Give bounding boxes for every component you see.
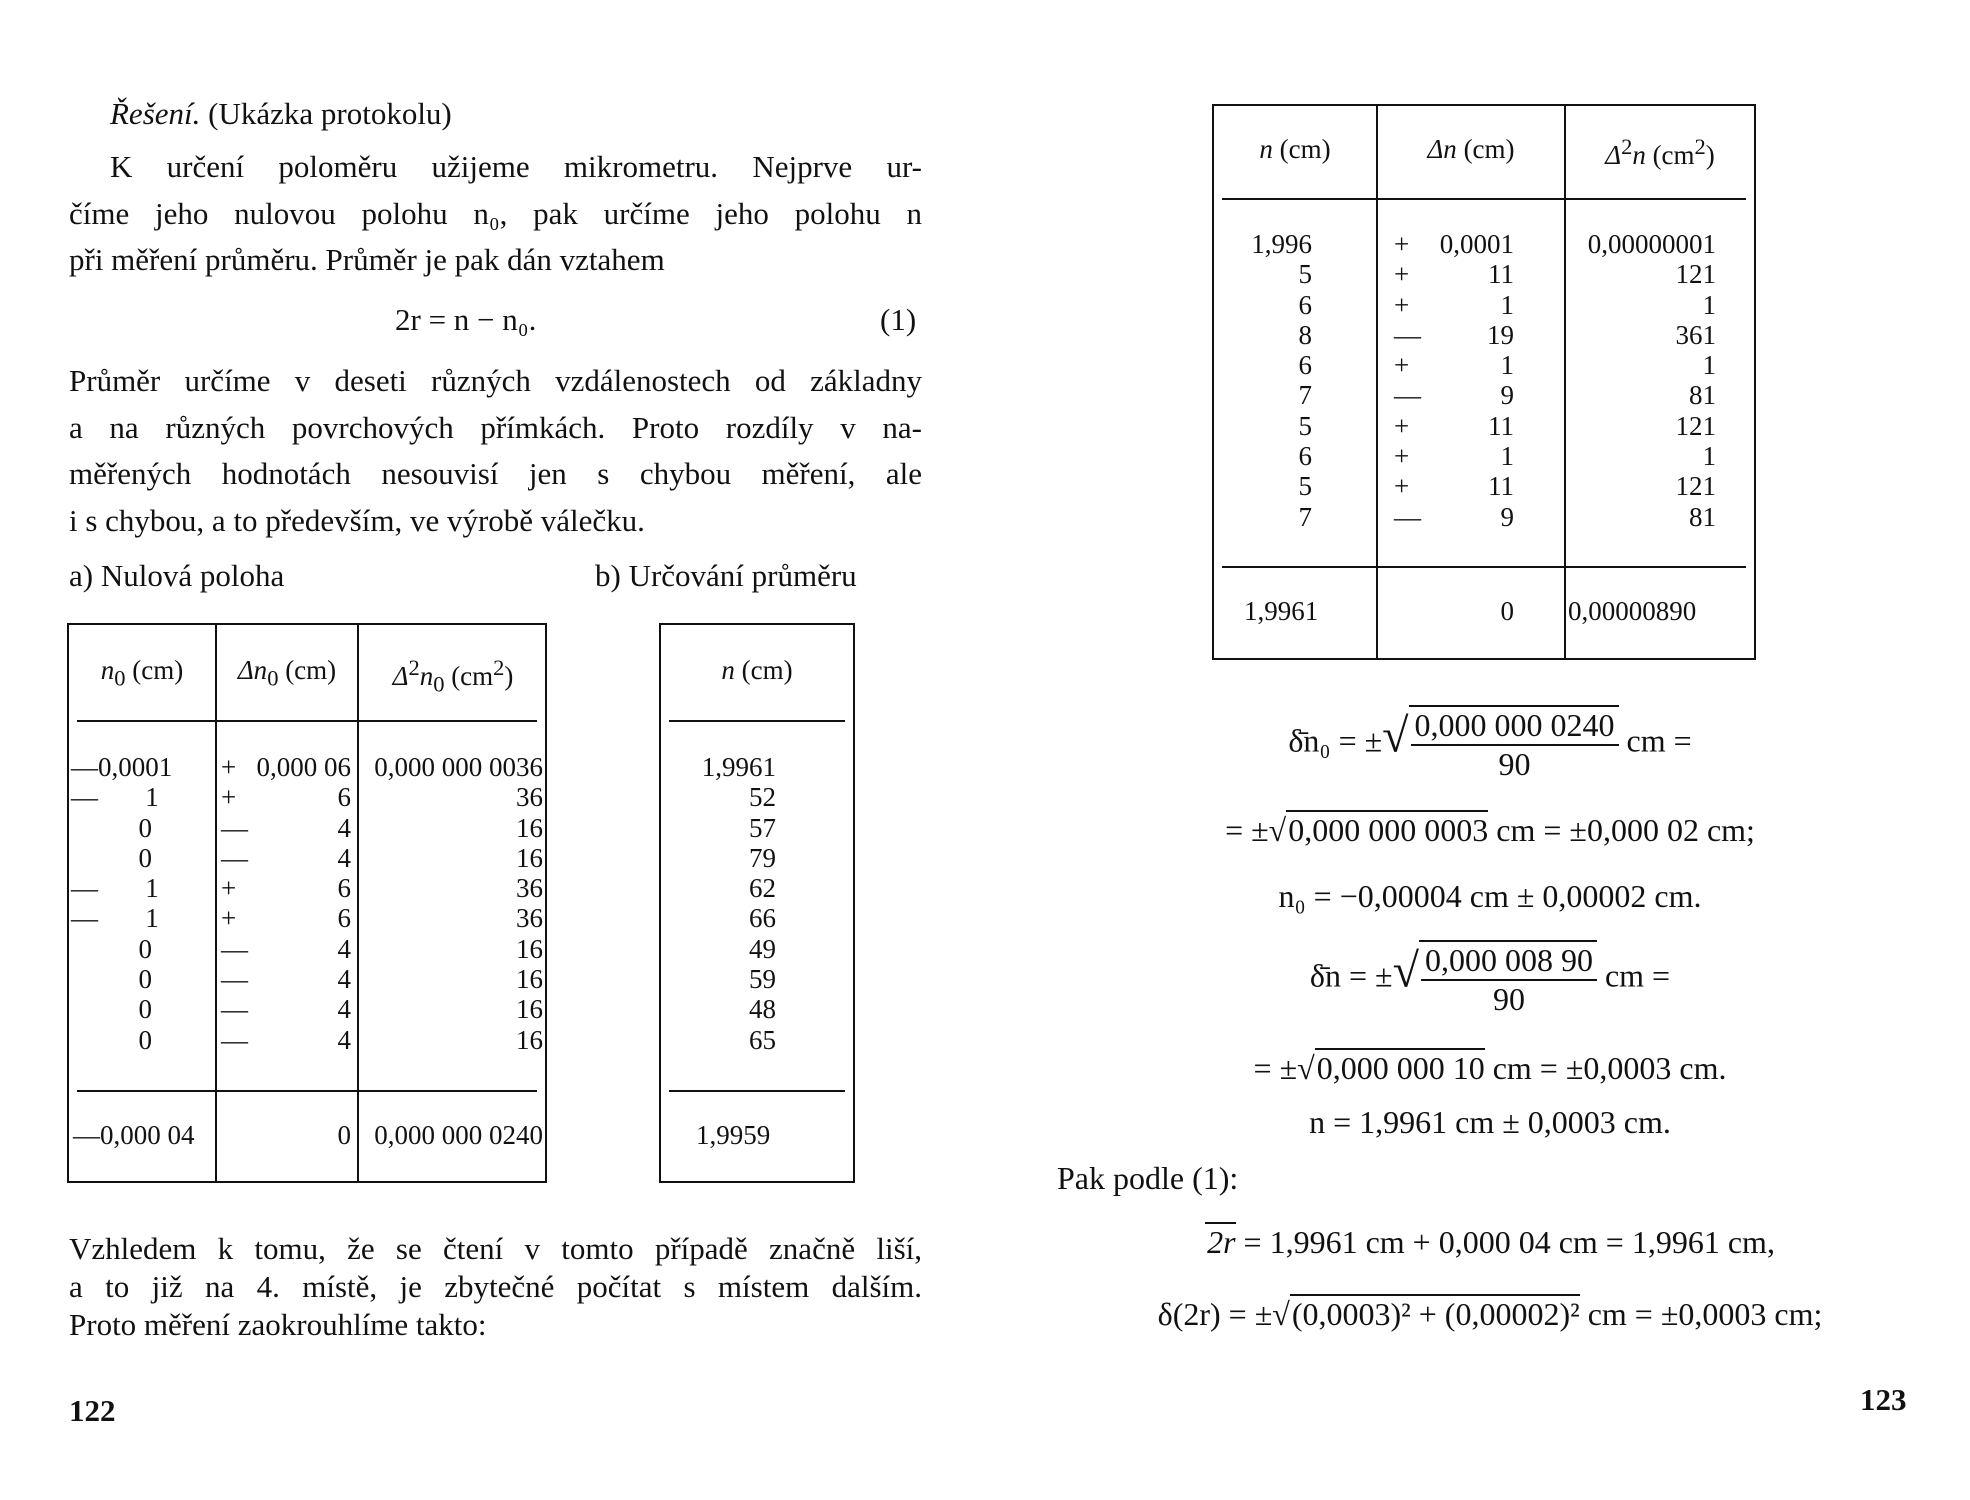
equation-n: n = 1,9961 cm ± 0,0003 cm. — [1309, 1104, 1671, 1140]
total-delta2-n0: 0,000 000 0240 — [374, 1120, 543, 1150]
delta-n-signs: + + + — + — + + + — — [1394, 229, 1421, 532]
total-delta-n: 0 — [1500, 596, 1514, 626]
delta-n0-column: 0,000 06 6 4 4 6 6 4 4 4 4 — [256, 752, 351, 1055]
heading-italic: Řešení. — [110, 96, 201, 131]
header-n: n (cm) — [721, 655, 793, 685]
header-delta-n0: $\Delta n_0$ (cm) — [237, 655, 337, 691]
equation-2r: 2r = 1,9961 cm + 0,000 04 cm = 1,9961 cm, — [1207, 1224, 1775, 1260]
measurement-table — [1212, 104, 1756, 660]
zero-position-table — [67, 623, 547, 1183]
total-n: 1,9959 — [696, 1120, 771, 1150]
paragraph-2 — [69, 358, 922, 544]
header-delta2-n: $\Delta^2n$ $(cm^2)$ — [1605, 134, 1715, 170]
label-diameter: b) Určování průměru — [595, 558, 857, 593]
paragraph-1 — [69, 144, 922, 284]
n0-column: —0,0001 — 1 0 0 — 1 — 1 0 0 0 0 — [71, 752, 173, 1055]
text-line: a to již na 4. místě, je zbytečné počítat s místem dalším. — [69, 1269, 922, 1304]
text-line: Proto měření zaokrouhlíme takto: — [69, 1307, 487, 1342]
equation-delta-n0-result: = ±√0,000 000 0003 cm = ±0,000 02 cm; — [1225, 812, 1755, 848]
equation-number: (1) — [880, 302, 917, 337]
header-delta2-n0: $\Delta^2n_0$ $(cm^2)$ — [392, 655, 514, 697]
text-line: Průměr určíme v deseti různých vzdálenostech od základny — [69, 363, 922, 398]
page-number-left: 122 — [69, 1393, 116, 1428]
total-delta2-n: 0,00000890 — [1568, 596, 1697, 626]
equation-delta-n0: δ̄n₀ = ±√ $\frac{0,000 000 0240}{90}$ cm = — [1288, 707, 1692, 782]
text-line: a na různých povrchových přímkách. Proto rozdíly v na- — [69, 409, 922, 445]
header-n0: $n_0$ (cm) — [100, 655, 184, 691]
delta2-n-column: 0,00000001 121 1 361 1 81 121 1 121 81 — [1587, 229, 1716, 532]
equation-delta-n: δ̄n = ±√ $\frac{0,000 008 90}{90}$ cm = — [1309, 942, 1671, 1017]
delta2-n0-column: 0,000 000 0036 36 16 16 36 36 16 16 16 16 — [374, 752, 543, 1055]
text-line: měřených hodnotách nesouvisí jen s chybou měření, ale — [69, 456, 922, 491]
header-delta-n: Δn (cm) — [1427, 134, 1515, 164]
delta-n-column: 0,0001 11 1 19 1 9 11 1 11 9 — [1439, 229, 1514, 532]
text-line: při měření průměru. Průměr je pak dán vztahem — [69, 242, 665, 277]
solution-heading — [110, 96, 452, 132]
text-line: Vzhledem k tomu, že se čtení v tomto případě značně liší, — [69, 1231, 922, 1266]
text-line: K určení poloměru užijeme mikrometru. Nejprve ur- — [110, 149, 922, 184]
text-line: i s chybou, a to především, ve výrobě válečku. — [69, 502, 645, 538]
text-then-by-1: Pak podle (1): — [1057, 1160, 1239, 1196]
n-column: 1,9961 52 57 79 62 66 49 59 48 65 — [701, 752, 776, 1055]
equation-1: 2r = n − n₀. — [395, 302, 537, 337]
diameter-table — [659, 623, 855, 1183]
text-line: číme jeho nulovou polohu n₀, pak určíme jeho polohu n — [69, 195, 922, 231]
delta-n0-signs: + + — — + + — — — — — [221, 752, 248, 1055]
equation-delta-n-result: = ±√0,000 000 10 cm = ±0,0003 cm. — [1253, 1050, 1727, 1086]
label-zero-position: a) Nulová poloha — [69, 558, 285, 593]
heading-rest: (Ukázka protokolu) — [208, 96, 452, 131]
total-n0: —0,000 04 — [73, 1120, 195, 1150]
paragraph-3 — [69, 1230, 922, 1344]
equation-delta-2r: δ(2r) = ±√(0,0003)² + (0,00002)² cm = ±0,0003 cm; — [1157, 1296, 1823, 1332]
total-n: 1,9961 — [1244, 596, 1319, 626]
total-delta-n0: 0 — [337, 1120, 351, 1150]
header-n: n (cm) — [1259, 134, 1331, 164]
page-number-right: 123 — [1860, 1382, 1907, 1417]
n-column: 1,996 5 6 8 6 7 5 6 5 7 — [1251, 229, 1312, 532]
equation-n0: n₀ = −0,00004 cm ± 0,00002 cm. — [1278, 878, 1702, 914]
